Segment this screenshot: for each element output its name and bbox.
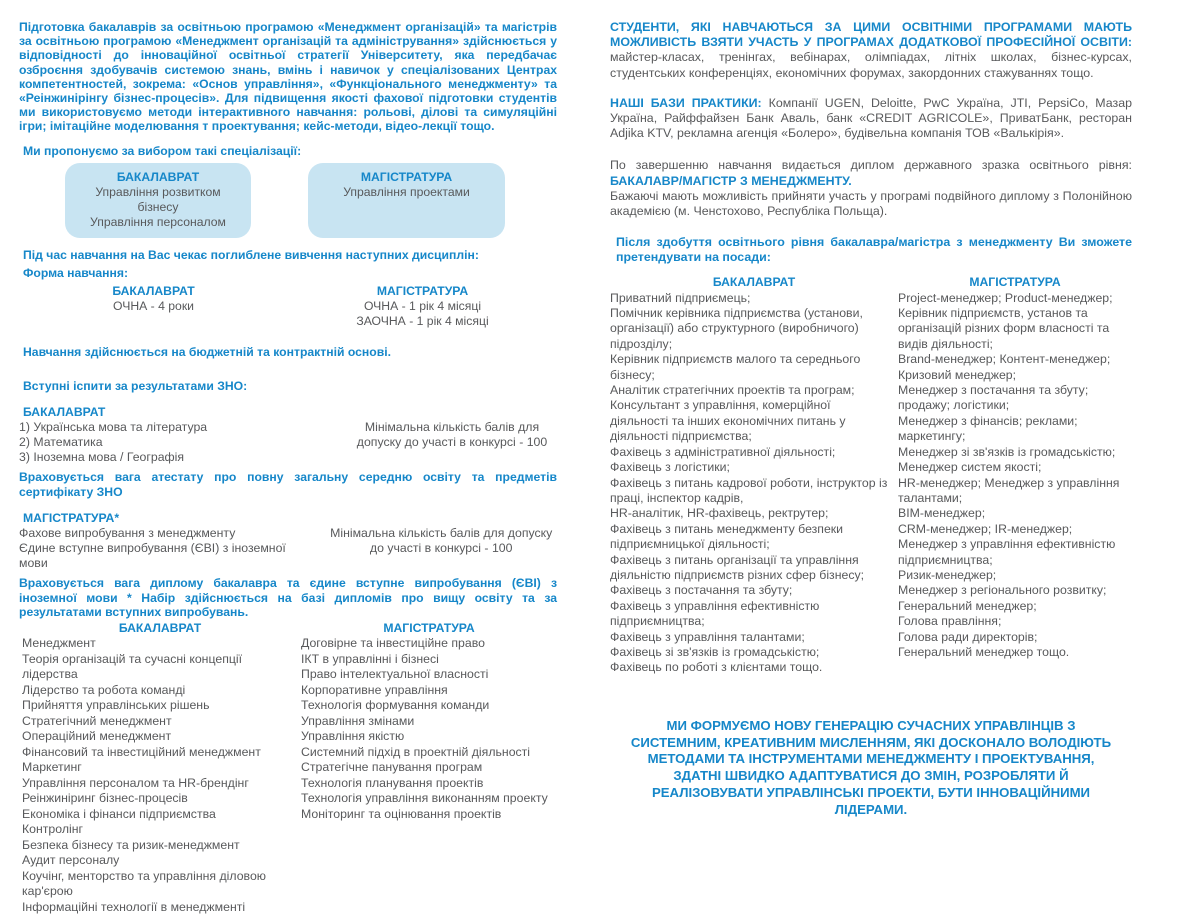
position-item: CRM-менеджер; IR-менеджер; <box>898 521 1073 536</box>
bachelor-study-form-lines <box>19 299 288 314</box>
discipline-item: Технологія управління виконанням проекту <box>301 791 548 806</box>
exam-item: 1) Українська мова та література <box>19 419 208 434</box>
discipline-item: Коучінг, менторство та управління діловою кар'єрою <box>22 868 267 899</box>
bachelor-disciplines-list <box>19 636 301 915</box>
positions-heading: Після здобуття освітнього рівня бакалавра/магістра з менеджменту Ви зможете претендувати на посади: <box>616 235 1132 265</box>
specialization-line: Управління розвитком бізнесу <box>95 184 221 214</box>
left-column <box>19 20 557 915</box>
master-study-form <box>288 284 557 329</box>
position-item: Фахівець з управління ефективністю підприємництва; <box>610 598 820 629</box>
bachelor-study-form-title: БАКАЛАВРАТ <box>112 283 195 298</box>
exam-item: 2) Математика <box>19 434 103 449</box>
bachelor-exams-row <box>19 420 557 466</box>
position-item: BIM-менеджер; <box>898 506 986 521</box>
master-exams-row <box>19 526 557 572</box>
master-specialization-title: МАГІСТРАТУРА <box>360 169 453 184</box>
discipline-item: Моніторинг та оцінювання проектів <box>301 806 502 821</box>
study-forms <box>19 284 557 329</box>
discipline-item: Системний підхід в проектній діяльності <box>301 744 531 759</box>
position-item: Фахівець зі зв'язків із громадськістю; <box>610 644 820 659</box>
position-item: Менеджер з постачання та збуту; продажу; логістики; <box>898 383 1089 413</box>
disciplines-columns <box>19 621 557 915</box>
practice-bases-paragraph <box>610 96 1132 142</box>
master-study-form-lines <box>288 299 557 329</box>
position-item: Голова правління; <box>898 614 1002 629</box>
bachelor-specialization-lines <box>75 185 241 230</box>
position-item: Фахівець з адміністративної діяльності; <box>610 444 836 459</box>
master-exams-block <box>19 511 557 620</box>
discipline-item: Теорія організацій та сучасні концепції лідерства <box>22 651 243 682</box>
position-item: Brand-менеджер; Контент-менеджер; <box>898 352 1111 367</box>
bachelor-exam-items <box>19 420 319 466</box>
specialization-line: Управління персоналом <box>90 214 226 229</box>
position-item: Голова ради директорів; <box>898 629 1038 644</box>
discipline-item: Контролінг <box>22 822 84 837</box>
discipline-item: Аудит персоналу <box>22 853 120 868</box>
study-form-label: Форма навчання: <box>23 265 129 280</box>
bachelor-specialization-box <box>65 163 251 238</box>
discipline-item: Управління якістю <box>301 729 405 744</box>
position-item: Менеджер систем якості; <box>898 460 1042 475</box>
diploma-degree-text: БАКАЛАВР/МАГІСТР З МЕНЕДЖМЕНТУ. <box>610 173 852 188</box>
diploma-paragraph <box>610 158 1132 188</box>
extra-education-paragraph <box>610 20 1132 81</box>
bachelor-min-score: Мінімальна кількість балів для допуску до участі в конкурсі - 100 <box>356 419 548 449</box>
bachelor-exams-note: Враховується вага атестату про повну загальну середню освіту та предметів сертифікату ЗНО <box>19 470 557 499</box>
bachelor-exams-block <box>19 405 557 499</box>
position-item: Project-менеджер; Product-менеджер; <box>898 290 1113 305</box>
master-positions-list <box>898 291 1132 661</box>
bachelor-disciplines-title: БАКАЛАВРАТ <box>118 621 202 636</box>
exam-item: Фахове випробування з менеджменту <box>19 525 236 540</box>
discipline-item: Маркетинг <box>22 760 82 775</box>
discipline-item: Економіка і фінанси підприємства <box>22 806 216 821</box>
position-item: HR-аналітик, HR-фахівець, ректрутер; <box>610 506 829 521</box>
discipline-item: Стратегічне панування програм <box>301 760 483 775</box>
positions-columns <box>610 275 1132 676</box>
intro-paragraph: Підготовка бакалаврів за освітньою програмою «Менеджмент організацій» та магістрів за освітньою програмою «Менеджмент організацій та адміністрування» здійснюється у відповідності до інноваційної освітньої стратегії Університету, яка передбачає озброєння здобувачів системою знань, вмінь і навичок у спеціалізованих Центрах компетентностей, зокрема: «Основ управління», «Функціонального менеджменту» та «Реінжинірінгу бізнес-процесів». Для підвищення якості фахової підготовки студентів ми використовуємо методи інтерактивного навчання: рольові, ділові та симуляційні ігри; імітаційне моделювання т проектування; кейс-методи, відео-лекції тощо. <box>19 20 557 134</box>
discipline-item: Технологія формування команди <box>301 698 490 713</box>
budget-note: Навчання здійснюється на бюджетній та контрактній основі. <box>23 344 391 359</box>
discipline-item: Лідерство та робота команді <box>22 682 186 697</box>
extra-education-lead: СТУДЕНТИ, ЯКІ НАВЧАЮТЬСЯ ЗА ЦИМИ ОСВІТНІМИ ПРОГРАМАМИ МАЮТЬ МОЖЛИВІСТЬ ВЗЯТИ УЧАСТЬ У ПРОГРАМАХ ДОДАТКОВОЇ ПРОФЕСІЙНОЇ ОСВІТИ: <box>610 20 1132 50</box>
position-item: Помічник керівника підприємства (установи, організації) або структурного (виробничого) підрозділу; <box>610 306 863 351</box>
right-column <box>610 20 1132 819</box>
extra-education-rest: майстер-класах, тренінгах, вебінарах, олімпіадах, літніх школах, бізнес-курсах, студентських конференціях, економічних форумах, закордонних стажуваннях тощо. <box>610 50 1132 80</box>
master-exam-items <box>19 526 313 572</box>
practice-bases-lead: НАШІ БАЗИ ПРАКТИКИ: <box>610 95 762 110</box>
master-study-form-title: МАГІСТРАТУРА <box>376 283 469 298</box>
bachelor-study-form <box>19 284 288 329</box>
position-item: Фахівець з питань менеджменту безпеки підприємницької діяльності; <box>610 521 844 552</box>
position-item: Генеральний менеджер тощо. <box>898 644 1070 659</box>
bachelor-positions-list <box>610 291 898 676</box>
exam-item: Єдине вступне випробування (ЄВІ) з іноземної мови <box>19 541 286 571</box>
position-item: Аналітик стратегічних проектів та програм; <box>610 383 855 398</box>
position-item: Фахівець з постачання та збуту; <box>610 583 793 598</box>
diploma-plain-text: По завершенню навчання видається диплом державного зразка освітнього рівня: <box>610 158 1132 173</box>
position-item: Менеджер з управління ефективністю підприємництва; <box>898 537 1116 567</box>
position-item: Фахівець з питань кадрової роботи, інструктор із праці, інспектор кадрів, <box>610 475 888 505</box>
study-form-line: ОЧНА - 1 рік 4 місяці <box>363 298 482 313</box>
discipline-item: Право інтелектуальної власності <box>301 667 489 682</box>
bachelor-specialization-title: БАКАЛАВРАТ <box>116 169 200 184</box>
discipline-item: Договірне та інвестиційне право <box>301 636 485 651</box>
position-item: Керівник підприємств малого та середнього бізнесу; <box>610 352 861 382</box>
master-disciplines-list <box>301 636 557 822</box>
position-item: HR-менеджер; Менеджер з управління талантами; <box>898 475 1120 505</box>
master-exams-title: МАГІСТРАТУРА* <box>23 510 120 525</box>
specialization-line: Управління проектами <box>343 184 470 199</box>
discipline-item: Інформаційні технології в менеджменті <box>22 899 246 914</box>
bachelor-positions-title: БАКАЛАВРАТ <box>712 274 796 289</box>
double-degree-paragraph: Бажаючі мають можливість прийняти участь у програмі подвійного диплому з Полонійною академією (м. Ченстохово, Республіка Польща). <box>610 188 1132 219</box>
discipline-item: Операційний менеджмент <box>22 729 172 744</box>
discipline-item: Менеджмент <box>22 636 96 651</box>
discipline-item: Прийняття управлінських рішень <box>22 698 210 713</box>
discipline-item: Безпека бізнесу та ризик-менеджмент <box>22 837 240 852</box>
bachelor-disciplines-column <box>19 621 301 915</box>
position-item: Менеджер з регіонального розвитку; <box>898 583 1107 598</box>
discipline-item: Управління персоналом та HR-брендінг <box>22 775 249 790</box>
zno-heading: Вступні іспити за результатами ЗНО: <box>23 378 248 393</box>
position-item: Фахівець з логістики; <box>610 460 730 475</box>
exam-item: 3) Іноземна мова / Географія <box>19 450 185 465</box>
discipline-item: Корпоративне управління <box>301 682 448 697</box>
practice-bases-rest: Компанії UGEN, Deloitte, PwC Україна, JTI, PepsiCo, Мазар Україна, Райффайзен Банк Аваль, банк «CREDIT AGRICOLE», ПриватБанк, ресторан Adjika KTV, рекламна агенція «Болеро», будівельна компанія ТОВ «Валькірія». <box>610 95 1132 141</box>
position-item: Кризовий менеджер; <box>898 367 1017 382</box>
study-form-line: ЗАОЧНА - 1 рік 4 місяці <box>356 313 489 328</box>
position-item: Ризик-менеджер; <box>898 567 997 582</box>
master-specialization-box <box>308 163 505 238</box>
discipline-item: Технологія планування проектів <box>301 775 484 790</box>
position-item: Менеджер зі зв'язків із громадськістю; <box>898 444 1116 459</box>
discipline-item: Управління змінами <box>301 713 415 728</box>
discipline-item: Реінжиніринг бізнес-процесів <box>22 791 188 806</box>
closing-statement: МИ ФОРМУЄМО НОВУ ГЕНЕРАЦІЮ СУЧАСНИХ УПРАВЛІНЦІВ З СИСТЕМНИМ, КРЕАТИВНИМ МИСЛЕННЯМ, ЯКІ ДОСКОНАЛО ВОЛОДІЮТЬ МЕТОДАМИ ТА ІНСТРУМЕНТАМИ МЕНЕДЖМЕНТУ І ПРОЕКТУВАННЯ, ЗДАТНІ ШВИДКО АДАПТУВАТИСЯ ДО ЗМІН, РОЗРОБЛЯТИ Й РЕАЛІЗОВУВАТИ УПРАВЛІНСЬКІ ПРОЕКТИ, БУТИ ІННОВАЦІЙНИМИ ЛІДЕРАМИ. <box>630 717 1112 817</box>
position-item: Генеральний менеджер; <box>898 598 1037 613</box>
specialization-boxes <box>19 163 557 238</box>
position-item: Фахівець по роботі з клієнтами тощо. <box>610 660 823 675</box>
master-disciplines-title: МАГІСТРАТУРА <box>383 621 475 636</box>
master-min-score: Мінімальна кількість балів для допуску до участі в конкурсі - 100 <box>330 525 553 556</box>
discipline-item: Стратегічний менеджмент <box>22 713 172 728</box>
position-item: Консультант з управління, комерційної діяльності та інших економічних питань у діяльності підприємства; <box>610 398 846 444</box>
position-item: Фахівець з питань організації та управління діяльністю підприємств різних сфер бізнесу; <box>610 552 865 582</box>
bachelor-positions-column <box>610 275 898 676</box>
study-form-line: ОЧНА - 4 роки <box>113 298 194 313</box>
position-item: Фахівець з управління талантами; <box>610 629 805 644</box>
master-specialization-lines <box>318 185 495 200</box>
position-item: Приватний підприємець; <box>610 290 751 305</box>
specializations-label: Ми пропонуємо за вибором такі спеціалізації: <box>23 143 302 158</box>
master-positions-title: МАГІСТРАТУРА <box>969 274 1061 289</box>
disciplines-note: Під час навчання на Вас чекає поглиблене вивчення наступних дисциплін: <box>23 247 479 262</box>
position-item: Керівник підприємств, установ та організацій різних форм власності та видів діяльності; <box>898 306 1110 351</box>
discipline-item: Фінансовий та інвестиційний менеджмент <box>22 744 261 759</box>
discipline-item: ІКТ в управлінні і бізнесі <box>301 651 439 666</box>
position-item: Менеджер з фінансів; реклами; маркетингу; <box>898 413 1078 444</box>
bachelor-exams-title: БАКАЛАВРАТ <box>23 404 106 419</box>
master-positions-column <box>898 275 1132 676</box>
master-exams-note: Враховується вага диплому бакалавра та єдине вступне випробування (ЄВІ) з іноземної мови * Набір здійснюється на базі дипломів про вищу освіту та за результатами вступних випробувань. <box>19 576 557 620</box>
master-disciplines-column <box>301 621 557 915</box>
